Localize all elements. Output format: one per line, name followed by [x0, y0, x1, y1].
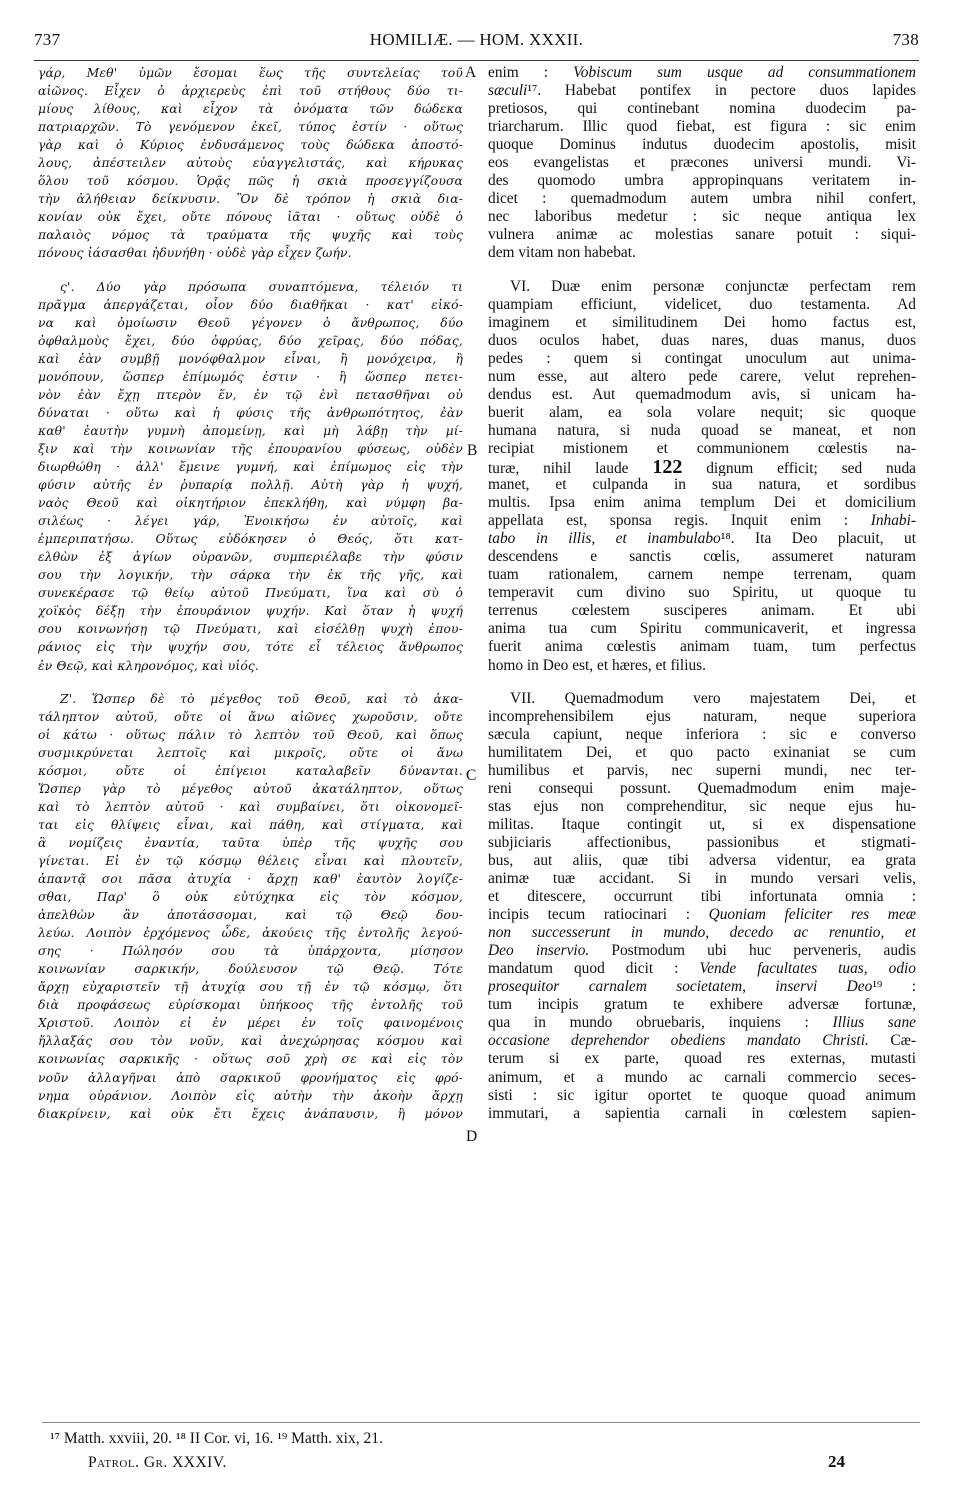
latin-paragraph-3 [488, 690, 916, 1123]
footnote-rule [42, 1422, 920, 1423]
latin-line: dicet : quemadmodum autem umbra nihil confert, [488, 190, 916, 208]
greek-line: οἱ κάτω · οὕτως πάλιν τὸ λεπτὸν τοῦ Θεοῦ, καὶ ὅπως [38, 727, 463, 742]
greek-line: σου κοινωνήσῃ τῷ Πνεύματι, καὶ εἰσέλθῃ ψυχὴ ἐπου- [38, 622, 463, 637]
latin-line [488, 458, 916, 476]
latin-line: mandatum quod dicit : Vende facultates tuas, odio [488, 960, 916, 978]
latin-line: imaginem et similitudinem Dei homo factus est, [488, 313, 916, 331]
greek-line: χοϊκὸς δέξῃ τὴν ἐπουράνιον ψυχήν. Καὶ ὅταν ἡ ψυχή [38, 604, 463, 619]
greek-paragraph-3 [38, 690, 463, 1123]
latin-line: animæ tuæ accidant. Si in mundo versari velis, [488, 870, 916, 888]
greek-line: Ζ'. Ὥσπερ δὲ τὸ μέγεθος τοῦ Θεοῦ, καὶ τὸ ἀκα- [60, 691, 463, 706]
page-number-left: 737 [34, 30, 61, 49]
patrol-signature: Patrol. Gr. XXXIV. [88, 1454, 227, 1471]
latin-line: terrenus cœlestem susciperes animam. Et ubi [488, 602, 916, 620]
greek-line: ελθὼν ἐξ ἁγίων οὐρανῶν, συμπεριέλαβε τὴν φύσιν [38, 550, 463, 565]
column-number: 122 [652, 457, 683, 477]
latin-line: anima tua cum Spiritu communicaverit, et ingressa [488, 620, 916, 638]
running-header [34, 30, 919, 54]
latin-line: qua in mundo obruebaris, inquiens : Illius sane [488, 1014, 916, 1032]
greek-line: ἤλλαξάς σου τὸν νοῦν, καὶ ἀνεχώρησας κόσμου καὶ [38, 1034, 463, 1049]
greek-line: τάληπτον αὐτοῦ, οὔτε οἱ ἄνω αἰῶνες χωροῦσιν, οὔτε [38, 709, 463, 724]
greek-line: γίνεται. Εἰ ἐν τῷ κόσμῳ θέλεις εἶναι καὶ πλουτεῖν, [38, 853, 463, 868]
latin-column [488, 64, 916, 1123]
greek-line: λεύω. Λοιπὸν ἐρχόμενος ὧδε, ἀκούεις τῆς ἐντολῆς λεγού- [38, 926, 463, 941]
greek-line: κονίαν οὐκ ἔχει, οὔτε πόνους ἰᾶται · οὕτως οὐδὲ ὁ [38, 210, 463, 225]
greek-line: Ὥσπερ γὰρ τὸ μέγεθος αὐτοῦ ἀκατάληπτον, οὕτως [38, 781, 463, 796]
latin-line: pedes : quem si contingat unoculum aut unima- [488, 349, 916, 367]
margin-letter-d: D [466, 1128, 478, 1145]
greek-line: λους, ἀπέστειλεν αὐτοὺς εὐαγγελιστάς, καὶ κήρυκας [38, 156, 463, 171]
greek-line: δύναται · οὕτω καὶ ἡ φύσις τῆς ἀνθρωπότητος, ἐὰν [38, 405, 463, 420]
greek-line: τὴν ἀλήθειαν δείκνυσιν. Ὃν δὲ τρόπον ἡ σκιὰ δια- [38, 192, 463, 207]
latin-line: sæcula capiunt, neque inferiora : sic e converso [488, 725, 916, 743]
greek-line: καθ' ἑαυτὴν γυμνὴ ἀπομείνῃ, καὶ μὴ λάβῃ τὴν μί- [38, 423, 463, 438]
greek-line: ἄρχῃ εὐχαριστεῖν τῇ ἀτυχίᾳ σου τῇ ἐν τῷ κόσμῳ, ὅτι [38, 980, 463, 995]
greek-line: ται εἰς θλίψεις εἶναι, καὶ πάθη, καὶ στίγματα, καὶ [38, 817, 463, 832]
greek-line: κόσμοι, οὔτε οἱ ἐπίγειοι καταλαβεῖν δύνανται. [38, 763, 463, 778]
greek-line: καὶ ἐὰν συμβῇ μονόφθαλμον εἶναι, ἢ μονόχειρα, ἢ [38, 351, 463, 366]
latin-line: triarcharum. Illic quod fiebat, est figura : sic enim [488, 118, 916, 136]
latin-line: appellata est, sponsa regis. Inquit enim : Inhabi- [488, 512, 916, 530]
greek-line: φύσιν αὐτῆς ἐν ῥυπαρίᾳ πολλῇ. Αὐτὴ γὰρ ἡ ψυχή, [38, 478, 463, 493]
latin-line: VII. Quemadmodum vero majestatem Dei, et [510, 689, 916, 707]
latin-fragment: turæ, nihil laude [488, 459, 629, 477]
latin-line: bus, aut aliis, quæ tibi adversa videntur, ea grata [488, 851, 916, 869]
latin-line: sisti : sic igitur oportet te quoque quoad animum [488, 1086, 916, 1104]
greek-line: σου τὴν λογικήν, τὴν σάρκα τὴν ἐκ τῆς γῆς, καὶ [38, 568, 463, 583]
page-number-right: 738 [892, 30, 919, 49]
latin-line: Deo inservio. Postmodum ubi huc perveneris, audis [488, 942, 916, 960]
greek-line: ἐμπεριπατήσω. Οὕτως εὐδόκησεν ὁ Θεός, ὅτι κατ- [38, 532, 463, 547]
greek-line: διωρθώθη · ἀλλ' ἔμεινε γυμνή, καὶ ἐπίμωμος εἰς τὴν [38, 459, 463, 474]
latin-paragraph-1 [488, 64, 916, 263]
latin-paragraph-2 [488, 278, 916, 675]
greek-line: πόνους ἰάσασθαι ἠδυνήθη · οὐδὲ γὰρ εἶχεν ζωήν. [38, 246, 352, 261]
latin-line: sæculi¹⁷. Habebat pontifex in pectore duos lapides [488, 82, 916, 100]
greek-line: κοινωνίας σαρκικῆς · οὕτως σοῦ χρὴ σε καὶ εἰς τὸν [38, 1052, 463, 1067]
latin-line: temperavit cum divino suo Spiritu, ut quoque tu [488, 584, 916, 602]
latin-line: VI. Duæ enim personæ conjunctæ perfectam rem [510, 277, 916, 295]
greek-line: ἀπελθὼν ἂν ἀποτάσσομαι, καὶ τῷ Θεῷ δου- [38, 908, 463, 923]
greek-line: ὀφθαλμοὺς ἔχει, δύο ὀφρύας, δύο χεῖρας, δύο πόδας, [38, 333, 463, 348]
sheet-number: 24 [828, 1452, 845, 1471]
greek-line: ὅλου τοῦ κόσμου. Ὁρᾷς πῶς ἡ σκιὰ προσεγγίζουσα [38, 174, 463, 189]
greek-line: καὶ τὸ λεπτὸν αὐτοῦ · καὶ συμβαίνει, ὅτι οἰκονομεῖ- [38, 799, 463, 814]
latin-line: immutari, a sapientia carnali in cœlestem sapien- [488, 1104, 916, 1122]
latin-line: descendens e sanctis cœlis, assumeret naturam [488, 548, 916, 566]
greek-line: ἃ νομίζεις ἐναντία, ταῦτα ὑπὲρ τῆς ψυχῆς σου [38, 835, 463, 850]
greek-line: παλαιὸς νόμος τὰ τραύματα τῆς ψυχῆς καὶ τοὺς [38, 228, 463, 243]
greek-line: να καὶ ὁμοίωσιν Θεοῦ γέγονεν ὁ ἄνθρωπος, δύο [38, 315, 463, 330]
greek-line: αἰῶνος. Εἶχεν ὁ ἀρχιερεὺς ἐπὶ τοῦ στήθους δύο τι- [38, 84, 463, 99]
latin-line: pretiosos, qui continebant nomina duodecim pa- [488, 100, 916, 118]
greek-line: συνεκέρασε τῷ θείῳ αὐτοῦ Πνεύματι, ἵνα καὶ σὺ ὁ [38, 586, 463, 601]
latin-line: dem vitam non habebat. [488, 244, 636, 262]
latin-fragment: dignum efficit; sed nuda [706, 459, 916, 477]
latin-line: recipiat mistionem et communionem cœlestis na- [488, 439, 916, 457]
greek-line: κοινωνίαν σαρκικήν, δούλευσον τῷ Θεῷ. Τότε [38, 962, 463, 977]
greek-line: γὰρ καὶ ὁ Κύριος ἐνδυσάμενος τοὺς δώδεκα ἀποστό- [38, 138, 463, 153]
latin-line: eos evangelistas et præcones universi mundi. Vi- [488, 154, 916, 172]
greek-line: νοῦν ἀλλαγῆναι ἀπὸ σαρκικοῦ φρονήματος εἰς φρό- [38, 1070, 463, 1085]
latin-line: dendus est. Aut quemadmodum avis, si unicam ha- [488, 385, 916, 403]
greek-line: ναὸς Θεοῦ καὶ οἰκητήριον ἐπεκλήθη, καὶ νύμφη βα- [38, 496, 463, 511]
greek-line: νημα οὐράνιον. Λοιπὸν εἰς αὐτὴν τὴν ἀκοὴν ἄρχῃ [38, 1088, 463, 1103]
greek-column [38, 64, 463, 1123]
greek-line: νὸν ἐὰν ἔχῃ πτερὸν ἕν, ἐν τῷ ἑνὶ πετασθῆναι οὐ [38, 387, 463, 402]
latin-line: occasione deprehendor obediens mandato Christi. Cæ- [488, 1032, 916, 1050]
greek-line: μονόπουν, ὥσπερ ἐπίμωμός ἐστιν · ἢ ὥσπερ πετει- [38, 369, 463, 384]
greek-line: διὰ προφάσεως εὑρίσκομαι ὑπήκοος τῆς ἐντολῆς τοῦ [38, 998, 463, 1013]
latin-line: humilitatem Dei, et quo pacto exinaniat se cum [488, 743, 916, 761]
latin-line: subjiciaris affectionibus, passionibus et stigmati- [488, 833, 916, 851]
latin-line: quampiam efficiunt, videlicet, duo testamenta. Ad [488, 295, 916, 313]
latin-line: des quomodo umbra appropinquans veritatem in- [488, 172, 916, 190]
greek-line: ἐν Θεῷ, καὶ κληρονόμος, καὶ υἱός. [38, 658, 259, 673]
greek-line: σιλέως · λέγει γάρ, Ἐνοικήσω ἐν αὐτοῖς, καὶ [38, 514, 463, 529]
latin-line: terum si ex parte, quoad res externas, mutasti [488, 1050, 916, 1068]
greek-line: ἀπαντᾷ σοι πᾶσα ἀτυχία · ἄρχῃ καθ' ἑαυτὸν λογίζε- [38, 872, 463, 887]
greek-line: γάρ, Μεθ' ὑμῶν ἔσομαι ἕως τῆς συντελείας τοῦ [38, 66, 463, 80]
greek-line: ράνιος εἰς τὴν ψυχήν σου, τότε εἶ τέλειος ἄνθρωπος [38, 640, 463, 655]
latin-line: incipis tecum ratiocinari : Quoniam feliciter res meæ [488, 906, 916, 924]
latin-line: enim : Vobiscum sum usque ad consummationem [488, 64, 916, 81]
latin-line: tabo in illis, et inambulabo¹⁸. Ita Deo placuit, ut [488, 530, 916, 548]
margin-letter-b: B [467, 442, 478, 459]
latin-line: nec laboribus medetur : sic neque antiqua lex [488, 208, 916, 226]
latin-line: vulnera animæ ac molestias sanare potuit : siqui- [488, 226, 916, 244]
latin-line: humilibus et parvis, nec superni mundi, nec ter- [488, 761, 916, 779]
greek-line: διακρίνειν, καὶ οὐκ ἔτι ἔχεις ἀνάπαυσιν, ἢ μόνον [38, 1106, 463, 1121]
greek-line: σθαι, Παρ' ὃ οὐκ εὐτύχηκα εἰς τὸν κόσμον, [38, 890, 463, 905]
latin-line: fuerit anima cœlestis animam tuam, tum perfectus [488, 638, 916, 656]
greek-line: ς'. Δύο γὰρ πρόσωπα συναπτόμενα, τέλειόν τι [60, 279, 463, 294]
latin-line: militas. Itaque contingit ut, si ex dispensatione [488, 815, 916, 833]
latin-line: humana natura, si nuda quoad se maneat, et non [488, 421, 916, 439]
latin-line: multis. Ipsa enim anima templum Dei et domicilium [488, 494, 916, 512]
greek-paragraph-2 [38, 278, 463, 675]
margin-letter-a: A [465, 64, 477, 81]
greek-line: πατριαρχῶν. Τὸ γενόμενον ἐκεῖ, τύπος ἐστίν · οὕτως [38, 120, 463, 135]
latin-line: reni consequi possunt. Quemadmodum enim maje- [488, 779, 916, 797]
greek-line: Χριστοῦ. Λοιπὸν εἰ ἐν μέρει ἐν τοῖς φαινομένοις [38, 1016, 463, 1031]
latin-line: quoque Dominus indutus duodecim apostolis, misit [488, 136, 916, 154]
greek-line: μίους λίθους, καὶ εἶχον τὰ ὀνόματα τῶν δώδεκα [38, 102, 463, 117]
latin-line: buerit alam, ea sola volare nequit; sic quoque [488, 403, 916, 421]
latin-line: et ditescere, occurrunt tibi infortunata omnia : [488, 888, 916, 906]
latin-line: homo in Deo est, et hæres, et filius. [488, 656, 707, 674]
header-rule [34, 60, 919, 61]
latin-line: num esse, aut altero pede carere, velut reprehen- [488, 367, 916, 385]
greek-line: πρᾶγμα ἀπεργάζεται, οἷον δύο διαθῆκαι · κατ' εἰκό- [38, 297, 463, 312]
greek-line: συσμικρύνεται λεπτοῖς καὶ μικροῖς, οὔτε οἱ ἄνω [38, 745, 463, 760]
latin-line: tum incipis gratum te exhibere adversæ fortunæ, [488, 996, 916, 1014]
footnotes: ¹⁷ Matth. xxviii, 20. ¹⁸ II Cor. vi, 16. ¹⁹ Matth. xix, 21. [50, 1430, 383, 1447]
running-title: HOMILIÆ. — HOM. XXXII. [369, 30, 584, 49]
latin-line: incomprehensibilem ejus naturam, neque superiora [488, 707, 916, 725]
latin-line: manet, et culpanda in sua natura, et sordibus [488, 476, 916, 494]
latin-line: tuam rationalem, carnem nempe terrenam, quam [488, 566, 916, 584]
latin-line: prosequitor carnalem societatem, inservi Deo¹⁹ : [488, 978, 916, 996]
latin-line: animum, et a mundo ac carnali commercio seces- [488, 1068, 916, 1086]
greek-line: σης · Πώλησόν σου τὰ ὑπάρχοντα, μίσησον [38, 944, 463, 959]
greek-line: ξιν καὶ τὴν κοινωνίαν τῆς ἐπουρανίου φύσεως, οὐδὲν [38, 441, 463, 456]
latin-line: stas ejus non comprehenditur, sic neque ejus hu- [488, 797, 916, 815]
margin-letter-c: C [466, 767, 477, 784]
latin-line: non successerunt in mundo, decedo ac renuntio, et [488, 924, 916, 942]
greek-paragraph-1 [38, 64, 463, 263]
latin-line: duos oculos habet, duas nares, duas manus, duos [488, 331, 916, 349]
